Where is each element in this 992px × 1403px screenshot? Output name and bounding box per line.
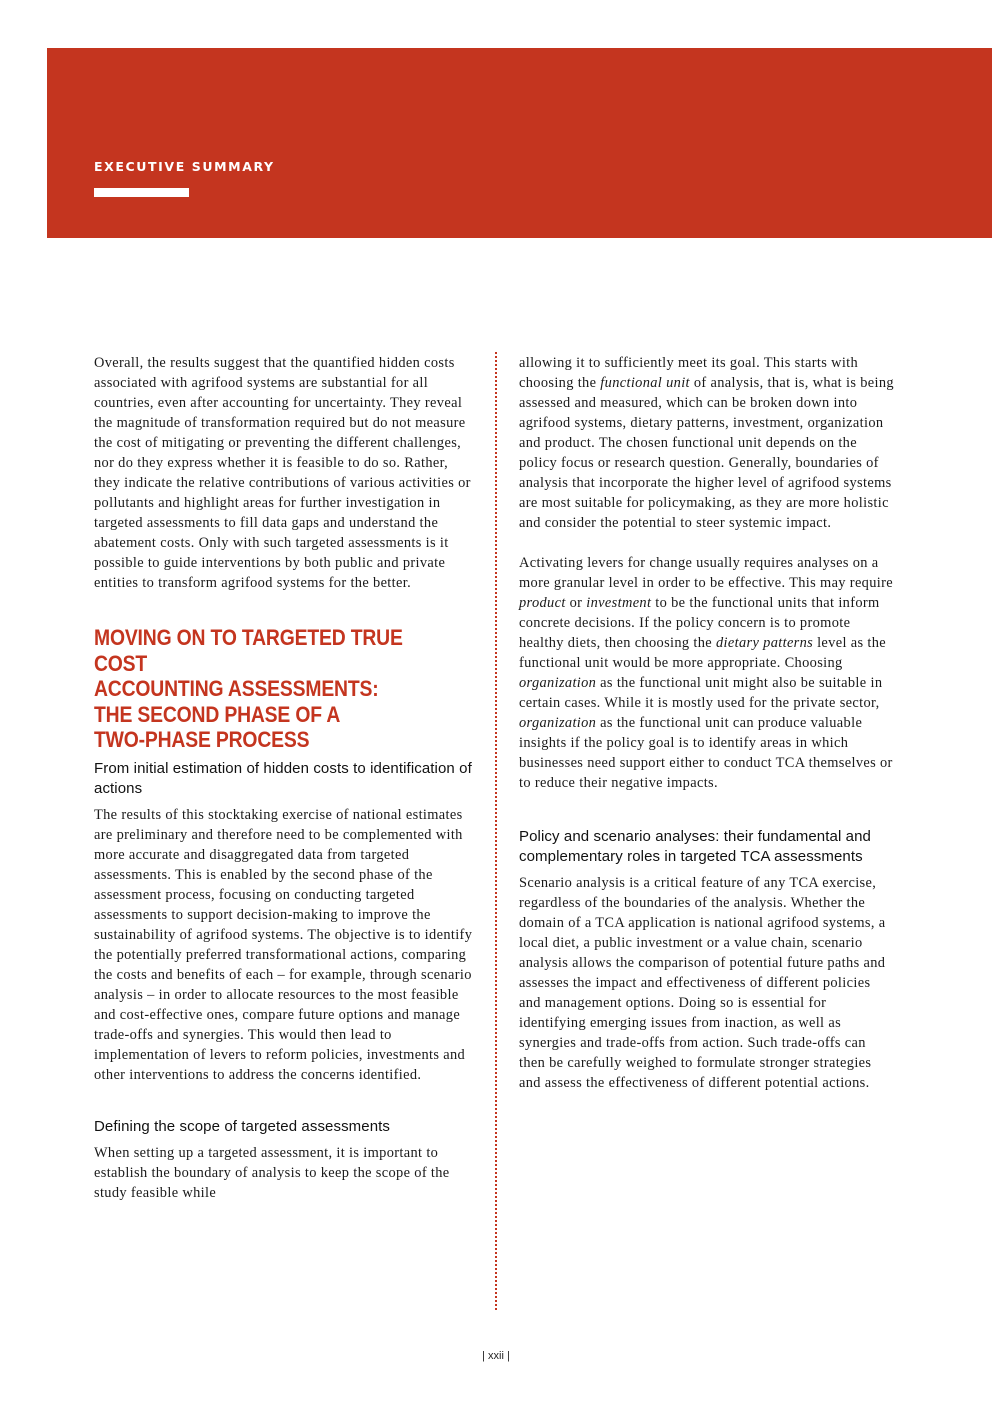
right-column (519, 353, 895, 1093)
subheading-defining-scope: Defining the scope of targeted assessments (94, 1117, 391, 1135)
section-heading-line-4: TWO-PHASE PROCESS (94, 727, 310, 752)
scenario-analysis-paragraph: Scenario analysis is a critical feature of any TCA exercise, regardless of the boundaries of the analysis. Whether the domain of a TCA application is national agrifood systems, a local diet, a public investment or a value chain, scenario analysis allows the comparison of potential future paths and assesses the impact and effectiveness of different policies and management options. Doing so is essential for identifying emerging issues from inaction, as well as synergies and trade-offs from action. Such trade-offs can then be carefully weighed to formulate stronger strategies and assess the effectiveness of different potential actions. (519, 875, 886, 1091)
page-number: | xxii | (482, 1350, 510, 1362)
header-banner (47, 48, 992, 238)
section-heading-line-1: MOVING ON TO TARGETED TRUE COST (94, 625, 403, 676)
section-label: EXECUTIVE SUMMARY (94, 159, 275, 174)
subheading-policy-scenario: Policy and scenario analyses: their fundamental and complementary roles in targeted TCA assessments (519, 828, 871, 865)
stocktaking-paragraph: The results of this stocktaking exercise of national estimates are preliminary and therefore need to be complemented with more accurate and disaggregated data from targeted assessments. This is enabled by the second phase of the assessment process, focusing on conducting targeted assessments to support decision-making to improve the sustainability of agrifood systems. The objective is to identify the potentially preferred transformational actions, comparing the costs and benefits of each – for example, through scenario analysis – in order to allocate resources to the most feasible and cost-effective ones, compare future options and manage trade-offs and synergies. This would then lead to implementation of levers to reform policies, investments and other interventions to address the concerns identified. (94, 806, 473, 1083)
section-label-underline (94, 188, 189, 197)
section-heading-line-3: THE SECOND PHASE OF A (94, 701, 341, 727)
levers-paragraph: Activating levers for change usually requires analyses on a more granular level in order to be effective. This may require product or investment to be the functional units that inform concrete decisions. If the policy concern is to promote healthy diets, then choosing the dietary patterns level as the functional unit would be more appropriate. Choosing organization as the functional unit might also be suitable in certain cases. While it is mostly used for the private sector, organization as the functional unit can produce valuable insights if the policy goal is to identify areas in which businesses need support either to conduct TCA themselves or to reduce their negative impacts. (519, 555, 893, 791)
column-divider (495, 352, 497, 1310)
targeted-assessment-paragraph: When setting up a targeted assessment, it is important to establish the boundary of analysis to keep the scope of the study feasible while (94, 1144, 450, 1201)
intro-paragraph: Overall, the results suggest that the quantified hidden costs associated with agrifood systems are substantial for all countries, even after accounting for uncertainty. They reveal the magnitude of transformation required but do not measure the cost of mitigating or preventing the different challenges, nor do they express whether it is feasible to do so. Rather, they indicate the relative contributions of various activities or pollutants and highlight areas for further investigation in targeted assessments to fill data gaps and understand the abatement costs. Only with such targeted assessments is it possible to guide interventions by both public and private entities to transform agrifood systems for the better. (94, 355, 471, 591)
section-heading-line-2: ACCOUNTING ASSESSMENTS: (94, 676, 379, 701)
functional-unit-paragraph: allowing it to sufficiently meet its goal. This starts with choosing the functional unit of analysis, that is, what is being assessed and measured, which can be broken down into agrifood systems, dietary patterns, investment, organization and product. The chosen functional unit depends on the policy focus or research question. Generally, boundaries of analysis that incorporate the higher level of agrifood systems are most suitable for policymaking, as they are more holistic and consider the potential to steer systemic impact. (519, 355, 894, 531)
left-column (94, 353, 476, 1203)
subheading-initial-estimation: From initial estimation of hidden costs to identification of actions (94, 759, 472, 797)
section-heading (94, 625, 455, 753)
